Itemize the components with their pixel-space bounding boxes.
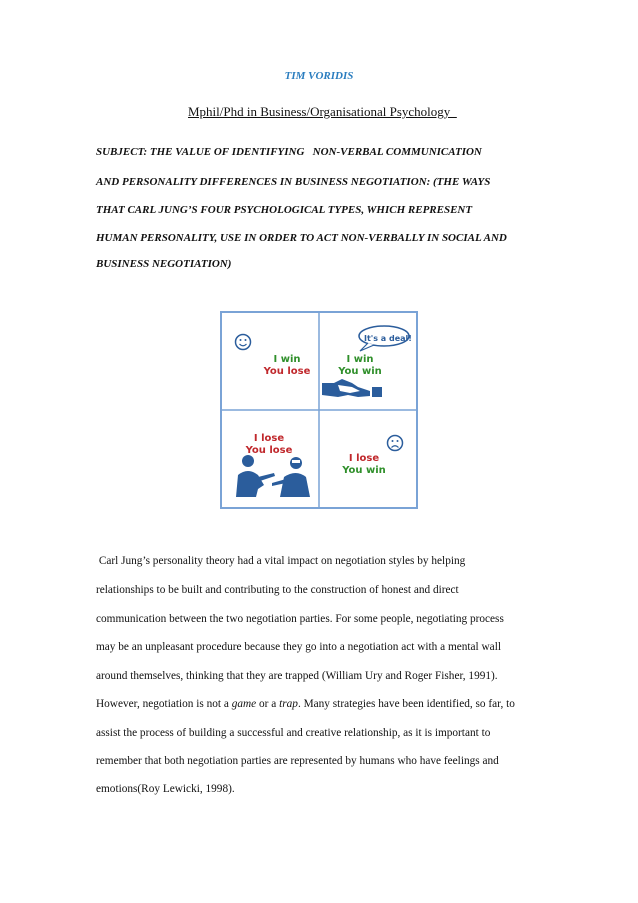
body-line-8: remember that both negotiation parties are represented by humans who have feelings and (96, 755, 499, 767)
smiley-face-icon (236, 335, 251, 350)
subject-line-3: THAT CARL JUNG’S FOUR PSYCHOLOGICAL TYPES, WHICH REPRESENT (96, 204, 473, 216)
top-left-line-2: You lose (263, 366, 311, 377)
body-line-7: assist the process of building a successful and creative relationship, as it is important to (96, 727, 491, 739)
subject-line-4: HUMAN PERSONALITY, USE IN ORDER TO ACT NON-VERBALLY IN SOCIAL AND (96, 232, 507, 244)
subject-line-1: SUBJECT: THE VALUE OF IDENTIFYING NON-VERBAL COMMUNICATION (96, 146, 482, 158)
quadrant-bottom-right (336, 453, 392, 477)
author-name: TIM VORIDIS (284, 70, 354, 82)
win-lose-matrix-figure (220, 311, 418, 509)
degree-title: Mphil/Phd in Business/Organisational Psychology (188, 104, 457, 119)
quadrant-bottom-left (236, 433, 302, 457)
body-line-3: communication between the two negotiation parties. For some people, negotiating process (96, 613, 504, 625)
body-line-6-c: or a (256, 698, 280, 710)
bubble-text: It's a deal! (364, 334, 412, 343)
bottom-left-line-1: I lose (253, 433, 285, 444)
body-line-4: may be an unpleasant procedure because they go into a negotiation act with a mental wall (96, 641, 501, 653)
bottom-right-line-1: I lose (348, 453, 380, 464)
subject-line-5: BUSINESS NEGOTIATION) (96, 258, 232, 270)
body-line-6 (96, 698, 515, 710)
handshake-icon (322, 379, 382, 397)
sad-face-icon (388, 436, 403, 451)
quadrant-top-right (332, 354, 388, 378)
body-line-6-trap: trap (279, 698, 298, 710)
bottom-left-line-2: You lose (245, 445, 293, 456)
body-line-6-a: However, negotiation is not a (96, 698, 232, 710)
body-line-1: Carl Jung’s personality theory had a vital impact on negotiation styles by helping (96, 555, 466, 567)
quadrant-top-left (252, 354, 322, 378)
bottom-right-line-2: You win (342, 465, 386, 476)
arguing-people-icon (236, 455, 310, 497)
body-line-9: emotions(Roy Lewicki, 1998). (96, 783, 235, 795)
top-right-line-2: You win (338, 366, 382, 377)
subject-line-2: AND PERSONALITY DIFFERENCES IN BUSINESS NEGOTIATION: (THE WAYS (96, 176, 491, 188)
body-line-6-e: . Many strategies have been identified, so far, to (297, 698, 515, 710)
body-line-2: relationships to be built and contributing to the construction of honest and direct (96, 584, 459, 596)
body-line-6-game: game (231, 698, 257, 710)
top-left-line-1: I win (273, 354, 301, 365)
body-line-5: around themselves, thinking that they are trapped (William Ury and Roger Fisher, 1991). (96, 670, 498, 682)
top-right-line-1: I win (346, 354, 374, 365)
